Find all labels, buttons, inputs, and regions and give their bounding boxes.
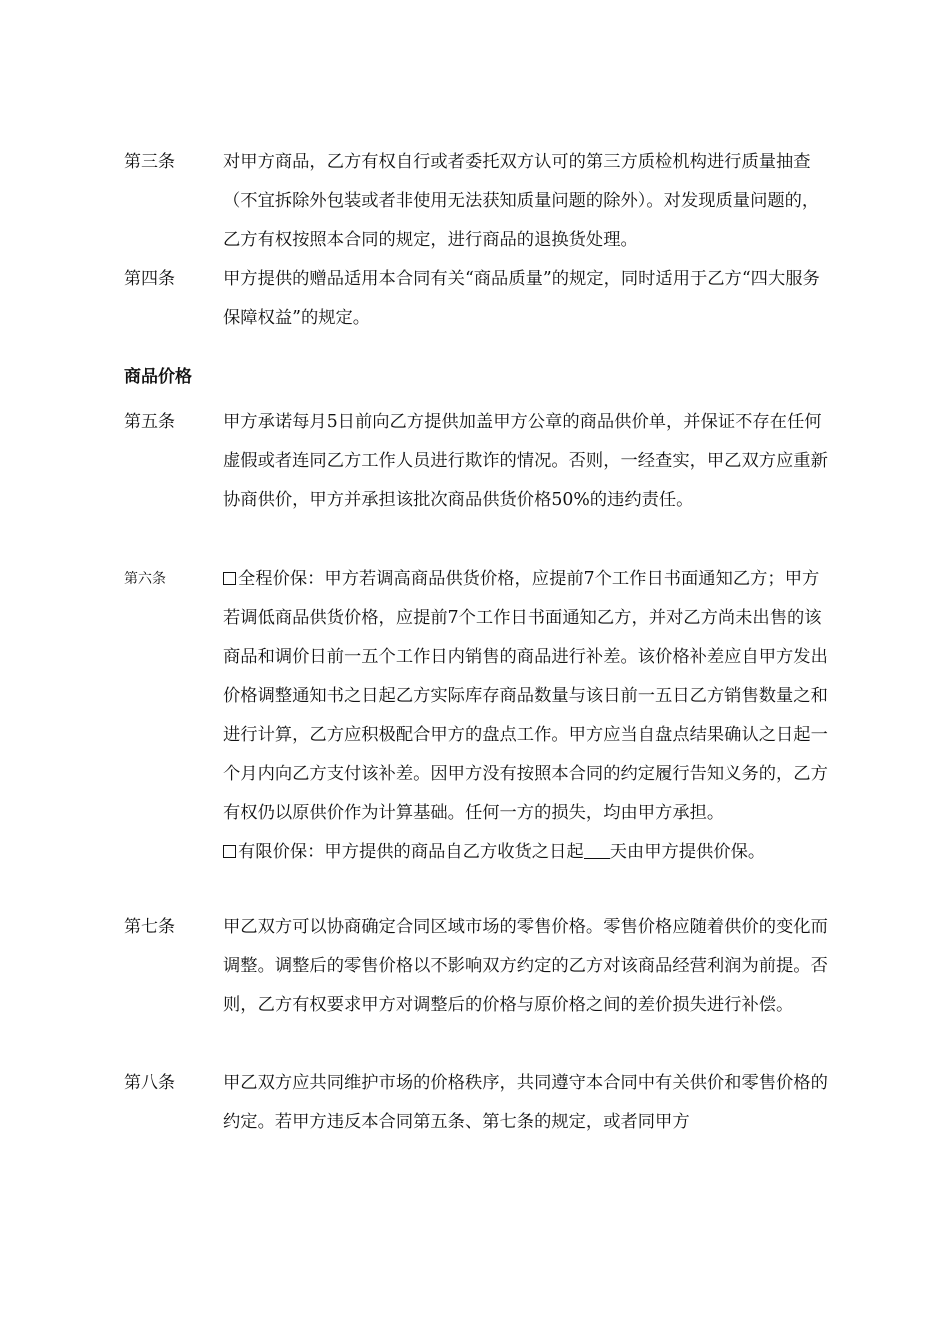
article-7-text: 甲乙双方可以协商确定合同区域市场的零售价格。零售价格应随着供价的变化而调整。调整后的零售价格以不影响双方约定的乙方对该商品经营利润为前提。否则，乙方有权要求甲方对调整后的价格与原价格之间的差价损失进行补偿。 (223, 917, 828, 1015)
article-6 (124, 560, 834, 911)
article-8-text: 甲乙双方应共同维护市场的价格秩序，共同遵守本合同中有关供价和零售价格的约定。若甲方违反本合同第五条、第七条的规定，或者同甲方 (223, 1073, 828, 1132)
article-4-text: 甲方提供的赠品适用本合同有关“商品质量”的规定，同时适用于乙方“四大服务保障权益”的规定。 (223, 269, 820, 328)
article-8-label: 第八条 (124, 1073, 175, 1093)
article-5-text: 甲方承诺每月5日前向乙方提供加盖甲方公章的商品供价单，并保证不存在任何虚假或者连同乙方工作人员进行欺诈的情况。否则，一经查实，甲乙双方应重新协商供价，甲方并承担该批次商品供货价格50%的违约责任。 (223, 412, 828, 510)
article-3-text: 对甲方商品，乙方有权自行或者委托双方认可的第三方质检机构进行质量抽查（不宜拆除外包装或者非使用无法获知质量问题的除外）。对发现质量问题的，乙方有权按照本合同的规定，进行商品的退换货处理。 (223, 152, 820, 250)
article-7-label: 第七条 (124, 917, 175, 937)
full-price-protection-checkbox[interactable] (223, 572, 236, 585)
article-7 (124, 908, 834, 1064)
article-3-label: 第三条 (124, 152, 175, 172)
article-4-label: 第四条 (124, 269, 175, 289)
article-5 (124, 403, 834, 559)
article-4 (124, 260, 834, 338)
article-5-label: 第五条 (124, 412, 175, 432)
article-6-text (223, 560, 834, 872)
limited-price-protection-checkbox[interactable] (223, 845, 236, 858)
limited-price-protection-option: 有限价保：甲方提供的商品自乙方收货之日起 天由甲方提供价保。 (223, 833, 834, 872)
full-price-protection-option: 全程价保：甲方若调高商品供货价格，应提前7个工作日书面通知乙方；甲方若调低商品供货价格，应提前7个工作日书面通知乙方，并对乙方尚未出售的该商品和调价日前一五个工作日内销售的商品进行补差。该价格补差应自甲方发出价格调整通知书之日起乙方实际库存商品数量与该日前一五日乙方销售数量之和进行计算，乙方应积极配合甲方的盘点工作。甲方应当自盘点结果确认之日起一个月内向乙方支付该补差。因甲方没有按照本合同的约定履行告知义务的，乙方有权仍以原供价作为计算基础。任何一方的损失，均由甲方承担。 (223, 569, 828, 823)
days-blank-field[interactable] (584, 844, 610, 859)
article-6-label: 第六条 (124, 571, 166, 587)
article-3 (124, 143, 834, 260)
article-8 (124, 1064, 834, 1142)
section-heading-pricing: 商品价格 (124, 367, 192, 387)
